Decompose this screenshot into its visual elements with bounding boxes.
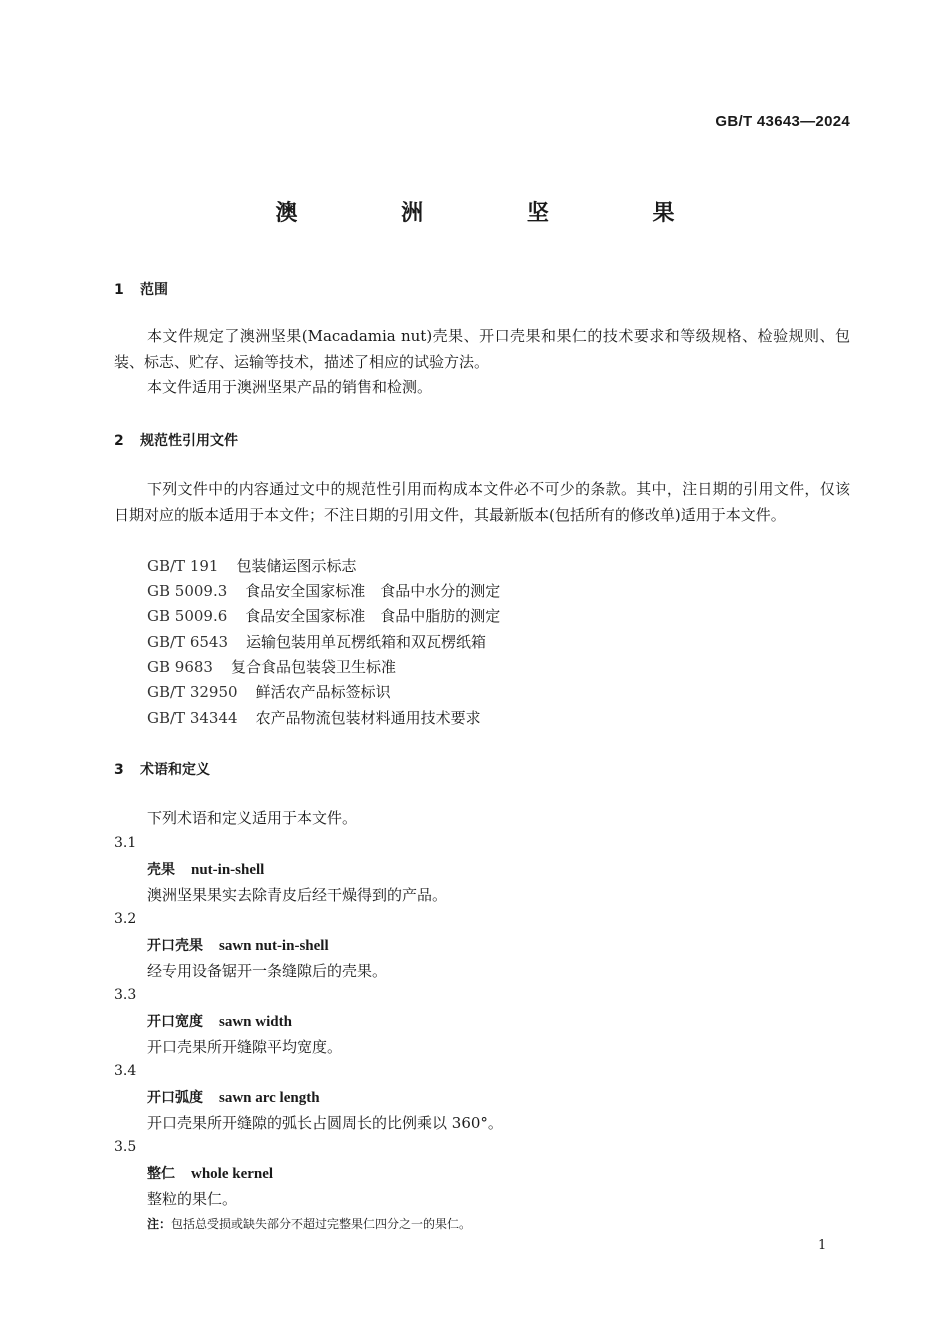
reference-item (147, 707, 481, 728)
term-definition: 经专用设备锯开一条缝隙后的壳果。 (147, 962, 388, 980)
reference-title: 鲜活农产品标签标识 (255, 683, 391, 701)
term-definition: 整粒的果仁。 (147, 1190, 238, 1208)
reference-item (147, 681, 391, 702)
term-en: nut-in-shell (191, 862, 265, 878)
reference-item (147, 555, 356, 576)
term-en: sawn width (219, 1014, 292, 1030)
term-heading (147, 1163, 273, 1183)
section-heading-terms (114, 759, 210, 779)
section-number: 3 (114, 762, 124, 778)
section-title: 范围 (140, 282, 168, 298)
reference-title: 食品安全国家标准 食品中脂肪的测定 (245, 607, 501, 625)
reference-title: 农产品物流包装材料通用技术要求 (255, 709, 481, 727)
section-title: 规范性引用文件 (140, 433, 238, 449)
note-text: 包括总受损或缺失部分不超过完整果仁四分之一的果仁。 (171, 1217, 472, 1231)
reference-code: GB 5009.6 (147, 607, 228, 625)
reference-title: 包装储运图示标志 (236, 557, 357, 575)
reference-code: GB/T 191 (147, 557, 219, 575)
reference-item (147, 580, 500, 601)
term-zh: 开口壳果 (147, 938, 203, 954)
document-title: 澳 洲 坚 果 (275, 201, 723, 226)
term-note (147, 1215, 471, 1232)
term-zh: 壳果 (147, 862, 175, 878)
reference-title: 食品安全国家标准 食品中水分的测定 (245, 582, 501, 600)
term-number: 3.5 (114, 1139, 137, 1155)
section-number: 1 (114, 282, 124, 298)
term-number: 3.2 (114, 911, 137, 927)
reference-item (147, 656, 396, 677)
section-heading-references (114, 430, 238, 450)
term-en: whole kernel (191, 1166, 274, 1182)
term-zh: 开口弧度 (147, 1090, 203, 1106)
reference-item (147, 605, 500, 626)
term-zh: 整仁 (147, 1166, 175, 1182)
section-number: 2 (114, 433, 124, 449)
term-definition: 开口壳果所开缝隙平均宽度。 (147, 1038, 343, 1056)
page-number: 1 (818, 1238, 827, 1253)
scope-applicability: 本文件适用于澳洲坚果产品的销售和检测。 (147, 378, 433, 396)
reference-title: 复合食品包装袋卫生标准 (230, 658, 396, 676)
reference-code: GB 9683 (147, 658, 213, 676)
section-title: 术语和定义 (140, 762, 210, 778)
reference-code: GB/T 6543 (147, 633, 229, 651)
reference-code: GB 5009.3 (147, 582, 228, 600)
reference-title: 运输包装用单瓦楞纸箱和双瓦楞纸箱 (246, 633, 487, 651)
note-label: 注： (147, 1217, 172, 1231)
references-intro: 下列文件中的内容通过文中的规范性引用而构成本文件必不可少的条款。其中，注日期的引用文件，仅该日期对应的版本适用于本文件；不注日期的引用文件，其最新版本(包括所有的修改单)适用于本文件。 (114, 480, 850, 524)
term-definition: 开口壳果所开缝隙的弧长占圆周长的比例乘以 360°。 (147, 1114, 503, 1132)
term-definition: 澳洲坚果果实去除青皮后经干燥得到的产品。 (147, 886, 448, 904)
reference-code: GB/T 34344 (147, 709, 238, 727)
term-number: 3.3 (114, 987, 137, 1003)
term-heading (147, 935, 329, 955)
terms-intro: 下列术语和定义适用于本文件。 (147, 809, 358, 827)
reference-code: GB/T 32950 (147, 683, 238, 701)
reference-item (147, 631, 486, 652)
term-heading (147, 1011, 292, 1031)
term-en: sawn arc length (219, 1090, 320, 1106)
standard-code: GB/T 43643—2024 (715, 113, 850, 130)
term-en: sawn nut-in-shell (219, 938, 329, 954)
term-zh: 开口宽度 (147, 1014, 203, 1030)
term-heading (147, 1087, 320, 1107)
term-number: 3.4 (114, 1063, 137, 1079)
term-heading (147, 859, 264, 879)
section-heading-scope (114, 279, 168, 299)
scope-paragraph: 本文件规定了澳洲坚果(Macadamia nut)壳果、开口壳果和果仁的技术要求和等级规格、检验规则、包装、标志、贮存、运输等技术，描述了相应的试验方法。 (114, 327, 850, 371)
term-number: 3.1 (114, 835, 137, 851)
